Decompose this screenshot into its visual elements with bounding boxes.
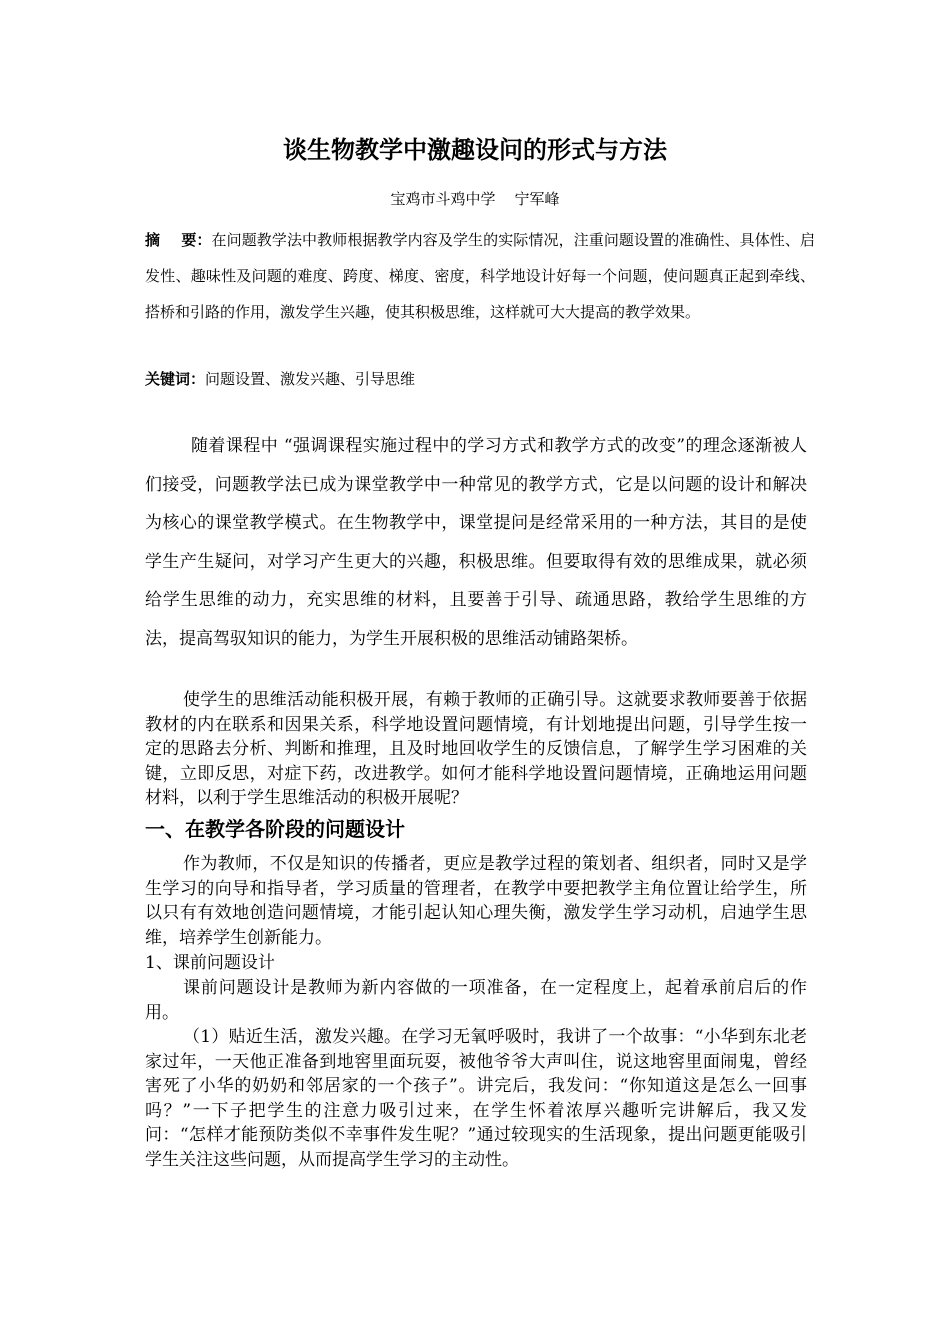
abstract-paragraph <box>145 222 815 330</box>
subsection-paragraph-2: （1）贴近生活，激发兴趣。在学习无氧呼吸时，我讲了一个故事：“小华到东北老家过年，一天他正准备到地窖里面玩耍，被他爷爷大声叫住，说这地窖里面闹鬼，曾经害死了小华的奶奶和邻居家的一个孩子”。讲完后，我发问：“你知道这是怎么一回事吗？”一下子把学生的注意力吸引过来，在学生怀着浓厚兴趣听完讲解后，我又发问：“怎样才能预防类似不幸事件发生呢？”通过较现实的生活现象，提出问题更能吸引学生关注这些问题，从而提高学生学习的主动性。 <box>145 1027 807 1170</box>
subsection-paragraph-1: 课前问题设计是教师为新内容做的一项准备，在一定程度上，起着承前启后的作用。 <box>145 978 807 1023</box>
intro-paragraph-1: 随着课程中 “强调课程实施过程中的学习方式和教学方式的改变”的理念逐渐被人们接受，问题教学法已成为课堂教学中一种常见的教学方式，它是以问题的设计和解决为核心的课堂教学模式。在生物教学中，课堂提问是经常采用的一种方法，其目的是使学生产生疑问，对学习产生更大的兴趣，积极思维。但要取得有效的思维成果，就必须给学生思维的动力，充实思维的材料，且要善于引导、疏通思路，教给学生思维的方法，提高驾驭知识的能力，为学生开展积极的思维活动铺路架桥。 <box>145 436 807 649</box>
abstract-label: 摘 要： <box>145 231 212 249</box>
section-heading-1: 一、在教学各阶段的问题设计 <box>145 817 405 841</box>
document-title: 谈生物教学中激趣设问的形式与方法 <box>283 136 667 164</box>
author-line: 宝鸡市斗鸡中学 宁军峰 <box>390 190 560 208</box>
intro-paragraph-2: 使学生的思维活动能积极开展，有赖于教师的正确引导。这就要求教师要善于依据教材的内在联系和因果关系，科学地设置问题情境，有计划地提出问题，引导学生按一定的思路去分析、判断和推理，且及时地回收学生的反馈信息，了解学生学习困难的关键，立即反思，对症下药，改进教学。如何才能科学地设置问题情境，正确地运用问题材料，以利于学生思维活动的积极开展呢？ <box>145 690 807 808</box>
keywords-text: 问题设置、激发兴趣、引导思维 <box>205 370 416 388</box>
subsection-heading-1: 1、课前问题设计 <box>145 953 275 973</box>
section-paragraph-1: 作为教师，不仅是知识的传播者，更应是教学过程的策划者、组织者，同时又是学生学习的向导和指导者，学习质量的管理者，在教学中要把教学主角位置让给学生，所以只有有效地创造问题情境，才能引起认知心理失衡，激发学生学习动机，启迪学生思维，培养学生创新能力。 <box>145 854 807 948</box>
abstract-text: 在问题教学法中教师根据教学内容及学生的实际情况，注重问题设置的准确性、具体性、启发性、趣味性及问题的难度、跨度、梯度、密度，科学地设计好每一个问题，使问题真正起到牵线、搭桥和引路的作用，激发学生兴趣，使其积极思维，这样就可大大提高的教学效果。 <box>145 231 815 321</box>
keywords-line <box>145 366 815 392</box>
keywords-label: 关键词： <box>145 370 206 388</box>
